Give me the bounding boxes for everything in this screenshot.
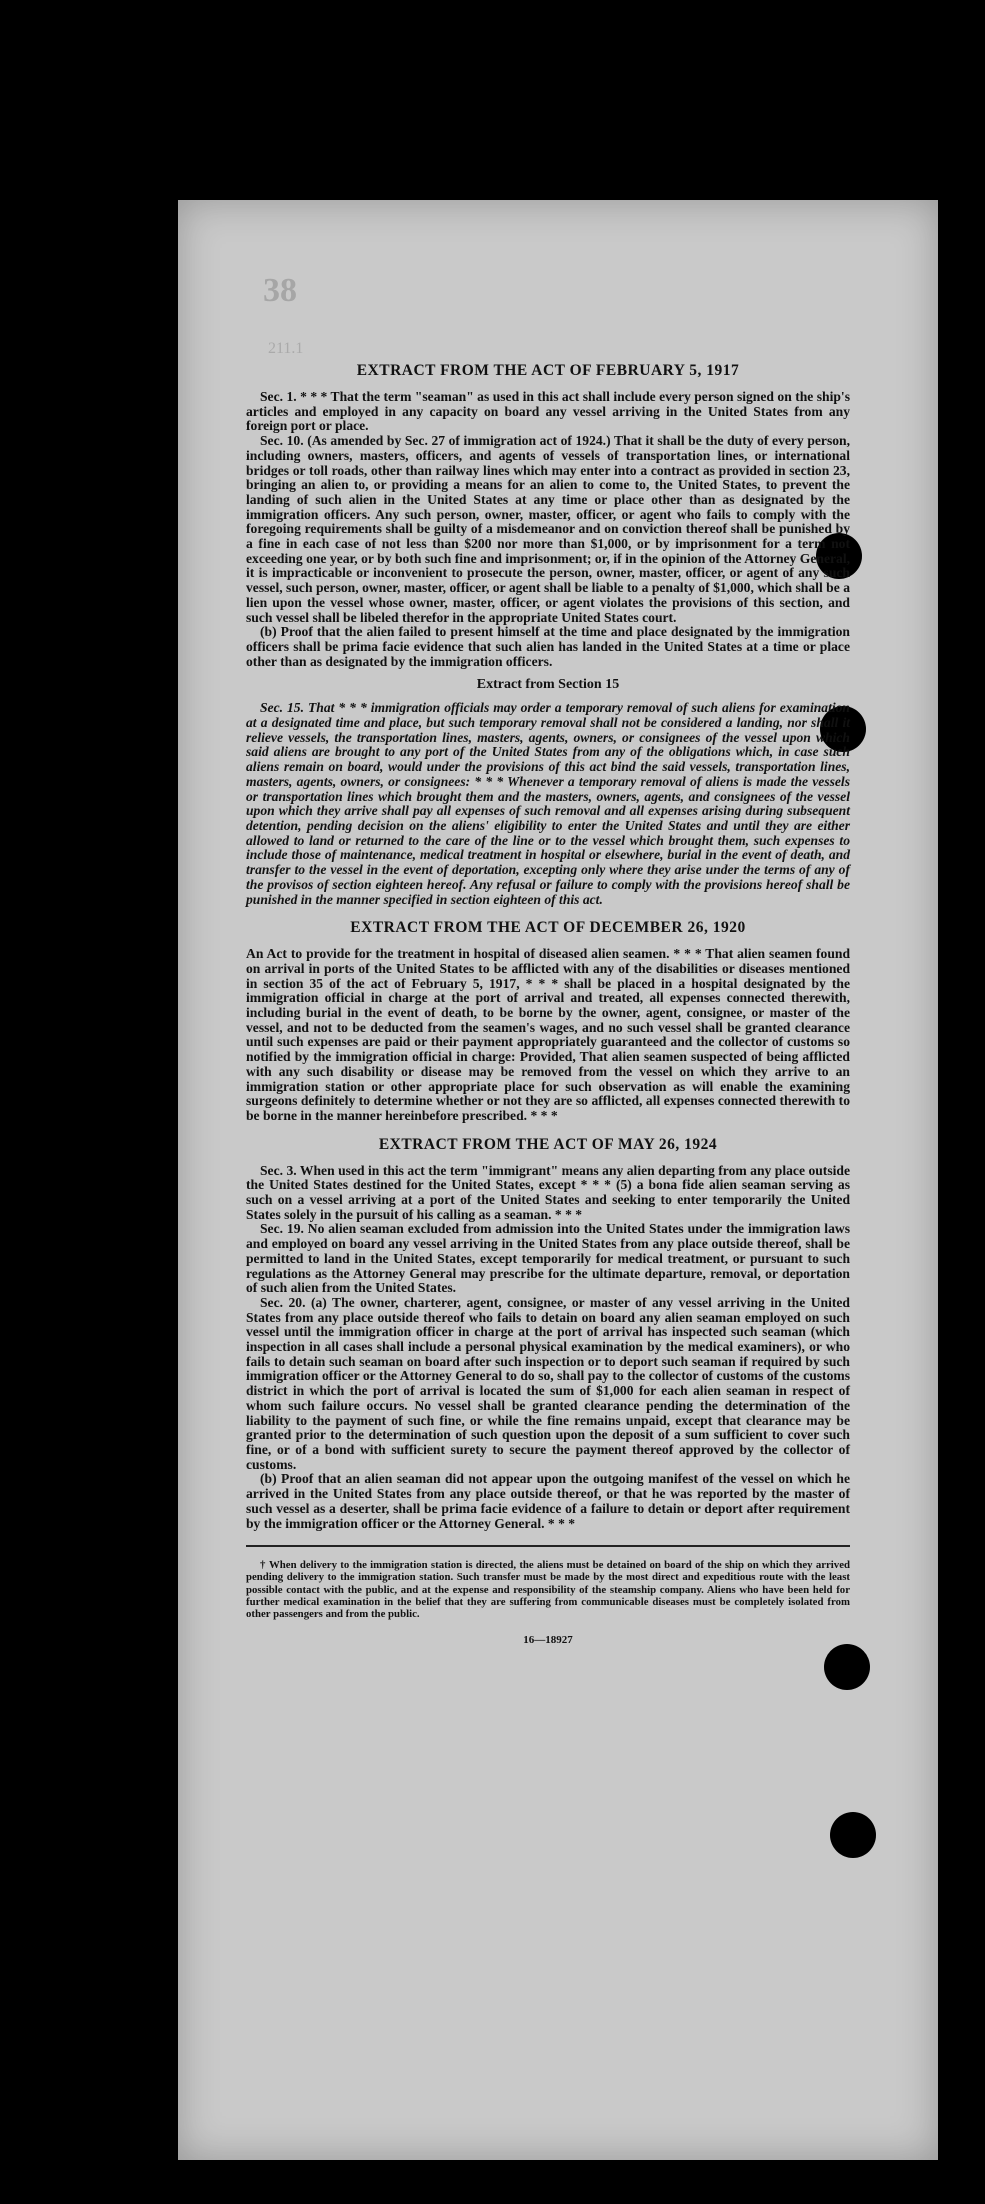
footnote: † When delivery to the immigration station is directed, the aliens must be detained on board of the ship on which they arrived pending delivery to the immigration station. Such transfer must be made by the most direct and expeditious route with the least possible contact with the public, and at the expense and responsibility of the steamship company. Aliens who have been held for further medical examination in the belief that they are suffering from communicable diseases must be completely isolated from other passengers and from the public. — [246, 1559, 850, 1621]
faded-stamp-number: 38 — [263, 272, 297, 309]
paragraph-sec20b: (b) Proof that an alien seaman did not appear upon the outgoing manifest of the vessel on which he arrived in the United States from any place outside thereof, or that he was reported by the master of such vessel as a deserter, shall be prima facie evidence of a failure to detain or deport after requirement by the immigration officer or the Attorney General. * * * — [246, 1471, 850, 1531]
faded-stamp-small: 211.1 — [268, 340, 304, 357]
paragraph-act1920: An Act to provide for the treatment in hospital of diseased alien seamen. * * * That alien seamen found on arrival in ports of the United States to be afflicted with any of the disabilities or diseases mentioned in section 35 of the act of February 5, 1917, * * * shall be placed in a hospital designated by the immigration official in charge at the port of arrival and treated, all expenses connected therewith, including burial in the event of death, to be borne by the owner, agent, consignee, or master of the vessel, and not to be deducted from the seamen's wages, and no such vessel shall be granted clearance until such expenses are paid or their payment appropriately guaranteed and the collector of customs so notified by the immigration official in charge: Provided, That alien seamen suspected of being afflicted with any such disability or disease may be removed from the vessel on which they arrive to an immigration station or other appropriate place for such observation as will enable the examining surgeons definitely to determine whether or not they are so afflicted, all expenses connected therewith to be borne in the manner hereinbefore prescribed. * * * — [246, 946, 850, 1123]
paragraph-sec3: Sec. 3. When used in this act the term "immigrant" means any alien departing from any place outside the United States destined for the United States, except * * * (5) a bona fide alien seaman serving as such on a vessel arriving at a port of the United States and seeking to enter temporarily the United States solely in the pursuit of his calling as a seaman. * * * — [246, 1162, 850, 1222]
paragraph-sec20a: Sec. 20. (a) The owner, charterer, agent, consignee, or master of any vessel arriving in the United States from any place outside thereof who fails to detain on board any alien seaman employed on such vessel until the immigration officer in charge at the port of arrival has inspected such seaman (which inspection in all cases shall include a personal physical examination by the medical examiners), or who fails to detain such seaman on board after such inspection or to deport such seaman if required by such immigration officer or the Attorney General to do so, shall pay to the collector of customs of the customs district in which the port of arrival is located the sum of $1,000 for each alien seaman in respect of whom such failure occurs. No vessel shall be granted clearance pending the determination of the liability to the payment of such fine, or while the fine remains unpaid, except that clearance may be granted prior to the determination of such question upon the deposit of a sum sufficient to cover such fine, or of a bond with sufficient surety to secure the payment thereof approved by the collector of customs. — [246, 1294, 850, 1472]
paragraph-sec15: Sec. 15. That * * * immigration officials may order a temporary removal of such aliens for examination at a designated time and place, but such temporary removal shall not be considered a landing, nor shall it relieve vessels, the transportation lines, masters, agents, owners, or consignees of the vessel upon which said aliens are brought to any port of the United States from any of the obligations which, in case such aliens remain on board, would under the provisions of this act bind the said vessels, transportation lines, masters, agents, owners, or consignees: * * * Whenever a temporary removal of aliens is made the vessels or transportation lines which brought them and the masters, owners, agents, and consignees of the vessel upon which they arrive shall pay all expenses of such removal and all expenses arising during subsequent detention, pending decision on the aliens' eligibility to enter the United States and until they are either allowed to land or returned to the care of the line or to the vessel which brought them, such expenses to include those of maintenance, medical treatment in hospital or elsewhere, burial in the event of death, and transfer to the vessel in the event of deportation, excepting only where they arise under the terms of any of the provisos of section eighteen hereof. Any refusal or failure to comply with the provisions hereof shall be punished in the manner specified in section eighteen of this act. — [246, 700, 850, 907]
paragraph-sec19: Sec. 19. No alien seaman excluded from admission into the United States under the immigration laws and employed on board any vessel arriving in the United States from any place outside thereof, shall be permitted to land in the United States, except temporarily for medical treatment, or pursuant to such regulations as the Attorney General may prescribe for the ultimate departure, removal, or deportation of such alien from the United States. — [246, 1221, 850, 1296]
section-heading-1917: EXTRACT FROM THE ACT OF FEBRUARY 5, 1917 — [356, 362, 740, 379]
paragraph-sec10b: (b) Proof that the alien failed to present himself at the time and place designated by the immigration officers shall be prima facie evidence that such alien has landed in the United States at a time or place other than as designated by the immigration officers. — [246, 624, 850, 669]
paragraph-sec1: Sec. 1. * * * That the term "seaman" as used in this act shall include every person signed on the ship's articles and employed in any capacity on board any vessel arriving in the United States from any foreign port or place. — [246, 389, 850, 434]
form-code: 16—18927 — [523, 1634, 573, 1647]
footnote-divider — [246, 1545, 850, 1547]
section-heading-sec15: Extract from Section 15 — [476, 677, 620, 693]
document-page — [178, 200, 938, 2160]
punch-hole-icon — [824, 1644, 870, 1690]
section-heading-1920: EXTRACT FROM THE ACT OF DECEMBER 26, 1920 — [350, 919, 746, 937]
punch-hole-icon — [830, 1812, 876, 1858]
section-heading-1924: EXTRACT FROM THE ACT OF MAY 26, 1924 — [378, 1135, 718, 1153]
paragraph-sec10: Sec. 10. (As amended by Sec. 27 of immigration act of 1924.) That it shall be the duty of every person, including owners, masters, officers, and agents of vessels of transportation lines, or international bridges or toll roads, other than railway lines which may enter into a contract as provided in section 23, bringing an alien to, or providing a means for an alien to come to, the United States, to prevent the landing of such alien in the United States at any time or place other than as designated by the immigration officers. Any such person, owner, master, officer, or agent who fails to comply with the foregoing requirements shall be guilty of a misdemeanor and on conviction thereof shall be punished by a fine in each case of not less than $200 nor more than $1,000, or by imprisonment for a term not exceeding one year, or by both such fine and imprisonment; or, if in the opinion of the Attorney General, it is impracticable or inconvenient to prosecute the person, owner, master, officer, or agent of any such vessel, such person, owner, master, officer, or agent shall be liable to a penalty of $1,000, which shall be a lien upon the vessel whose owner, master, officer, or agent violates the provisions of this section, and such vessel shall be libeled therefor in the appropriate United States court. — [246, 433, 850, 625]
document-body — [246, 350, 850, 1646]
